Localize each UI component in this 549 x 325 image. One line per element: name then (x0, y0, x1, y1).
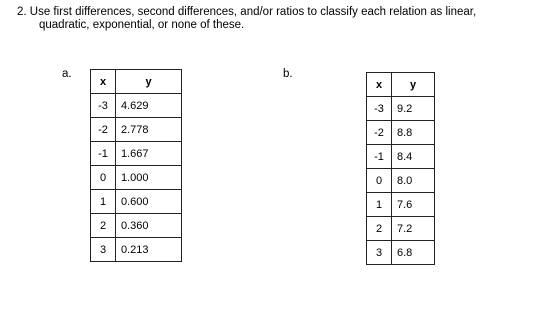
table-part-b (366, 72, 435, 265)
cell-x: -3 (91, 94, 116, 118)
cell-y: 9.2 (392, 97, 435, 121)
column-header-x: x (367, 73, 392, 97)
column-header-y: y (392, 73, 435, 97)
table-header-row (367, 73, 435, 97)
cell-y: 1.667 (116, 142, 182, 166)
part-a-label: a. (62, 68, 72, 80)
cell-y: 8.0 (392, 169, 435, 193)
cell-y: 6.8 (392, 241, 435, 265)
table-part-a (90, 69, 182, 262)
cell-x: 3 (91, 238, 116, 262)
cell-y: 8.4 (392, 145, 435, 169)
cell-y: 7.2 (392, 217, 435, 241)
question-line-1: 2. Use first differences, second differences, and/or ratios to classify each relation as linear, (17, 6, 477, 18)
cell-y: 8.8 (392, 121, 435, 145)
cell-x: 2 (91, 214, 116, 238)
cell-y: 1.000 (116, 166, 182, 190)
table-row (91, 94, 182, 118)
table-row (91, 166, 182, 190)
cell-y: 2.778 (116, 118, 182, 142)
cell-y: 0.600 (116, 190, 182, 214)
table-row (367, 241, 435, 265)
table-header-row (91, 70, 182, 94)
table-row (91, 214, 182, 238)
question-text (17, 6, 537, 32)
cell-x: -3 (367, 97, 392, 121)
cell-x: 1 (91, 190, 116, 214)
cell-y: 0.360 (116, 214, 182, 238)
cell-x: 1 (367, 193, 392, 217)
cell-x: -2 (367, 121, 392, 145)
column-header-y: y (116, 70, 182, 94)
cell-x: -2 (91, 118, 116, 142)
cell-y: 0.213 (116, 238, 182, 262)
cell-y: 7.6 (392, 193, 435, 217)
cell-x: -1 (367, 145, 392, 169)
column-header-x: x (91, 70, 116, 94)
cell-x: -1 (91, 142, 116, 166)
cell-x: 3 (367, 241, 392, 265)
table-row (367, 121, 435, 145)
table-row (91, 118, 182, 142)
table-row (367, 169, 435, 193)
cell-y: 4.629 (116, 94, 182, 118)
part-b-label: b. (283, 68, 293, 80)
table-row (367, 193, 435, 217)
cell-x: 0 (367, 169, 392, 193)
cell-x: 2 (367, 217, 392, 241)
table-row (91, 238, 182, 262)
table-row (367, 145, 435, 169)
table-row (367, 97, 435, 121)
question-line-2: quadratic, exponential, or none of these. (39, 19, 245, 31)
cell-x: 0 (91, 166, 116, 190)
table-row (367, 217, 435, 241)
table-row (91, 190, 182, 214)
table-row (91, 142, 182, 166)
